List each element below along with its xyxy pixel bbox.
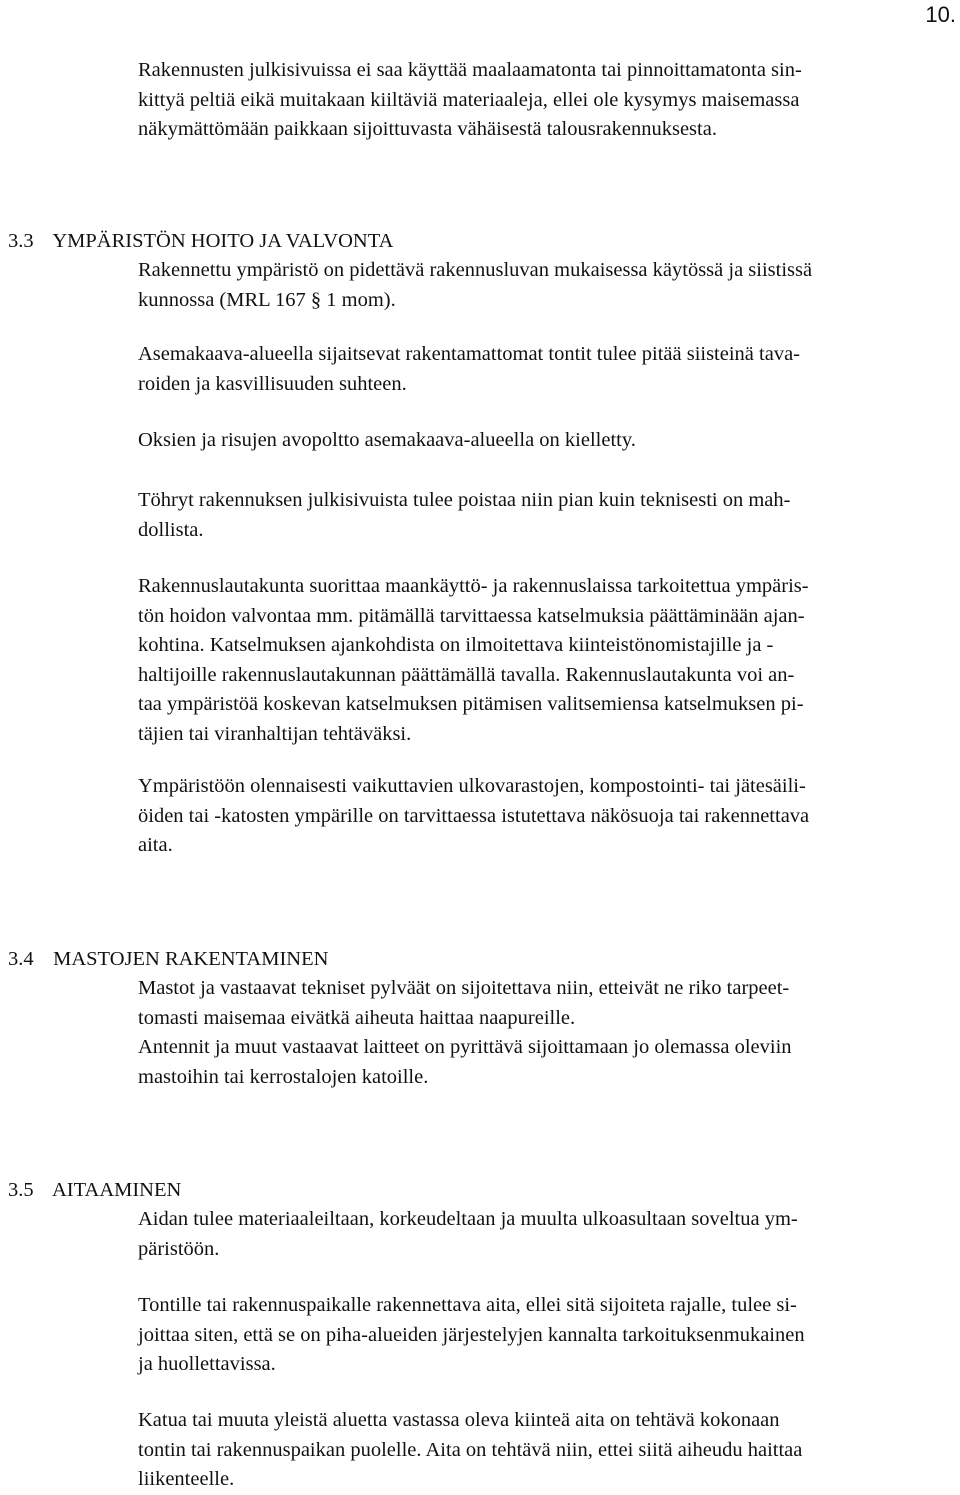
text-line: Ympäristöön olennaisesti vaikuttavien ulkovarastojen, kompostointi- tai jätesäili- bbox=[138, 775, 806, 797]
section-3-5-paragraph-2 bbox=[138, 1291, 805, 1380]
text-line: Rakennusten julkisivuissa ei saa käyttää maalaamatonta tai pinnoittamatonta sin- bbox=[138, 59, 802, 81]
text-line: öiden tai -katosten ympärille on tarvittaessa istutettava näkösuoja tai rakennettava bbox=[138, 804, 810, 827]
section-number: 3.5 bbox=[8, 1179, 34, 1201]
section-number: 3.3 bbox=[8, 230, 34, 252]
text-line: tontin tai rakennuspaikan puolelle. Aita on tehtävä niin, ettei siitä aiheudu haittaa bbox=[138, 1438, 803, 1461]
text-line: mastoihin tai kerrostalojen katoille. bbox=[138, 1065, 429, 1088]
section-3-3-paragraph-5 bbox=[138, 572, 809, 749]
text-line: Aidan tulee materiaaleiltaan, korkeudeltaan ja muulta ulkoasultaan soveltua ym- bbox=[138, 1208, 798, 1230]
text-line: ja huollettavissa. bbox=[138, 1353, 276, 1375]
text-line: tön hoidon valvontaa mm. pitämällä tarvittaessa katselmuksia päättäminään ajan- bbox=[138, 604, 805, 627]
text-line: Asemakaava-alueella sijaitsevat rakentamattomat tontit tulee pitää siisteinä tava- bbox=[138, 343, 800, 365]
text-line: tomasti maisemaa eivätkä aiheuta haittaa naapureille. bbox=[138, 1006, 576, 1029]
section-3-4-paragraph bbox=[138, 974, 792, 1092]
text-line: Mastot ja vastaavat tekniset pylväät on sijoitettava niin, etteivät ne riko tarpeet- bbox=[138, 977, 790, 999]
section-title: MASTOJEN RAKENTAMINEN bbox=[53, 948, 329, 970]
text-line: kohtina. Katselmuksen ajankohdista on ilmoitettava kiinteistönomistajille ja - bbox=[138, 634, 774, 656]
text-line: Tontille tai rakennuspaikalle rakennettava aita, ellei sitä sijoiteta rajalle, tulee si- bbox=[138, 1294, 797, 1316]
section-3-3-paragraph-3 bbox=[138, 426, 636, 456]
section-3-5-paragraph-3 bbox=[138, 1406, 802, 1495]
text-line: dollista. bbox=[138, 518, 204, 541]
text-line: Katua tai muuta yleistä aluetta vastassa oleva kiinteä aita on tehtävä kokonaan bbox=[138, 1409, 780, 1431]
text-line: liikenteelle. bbox=[138, 1468, 235, 1490]
text-line: päristöön. bbox=[138, 1237, 220, 1260]
section-3-5-heading bbox=[8, 1176, 181, 1206]
text-line: kittyä peltiä eikä muitakaan kiiltäviä materiaaleja, ellei ole kysymys maisemassa bbox=[138, 88, 800, 111]
section-3-3-paragraph-6 bbox=[138, 772, 809, 861]
text-line: kunnossa (MRL 167 § 1 mom). bbox=[138, 288, 396, 311]
text-line: Antennit ja muut vastaavat laitteet on pyrittävä sijoittamaan jo olemassa oleviin bbox=[138, 1036, 792, 1058]
section-3-3-paragraph-2 bbox=[138, 340, 800, 399]
text-line: täjien tai viranhaltijan tehtäväksi. bbox=[138, 722, 412, 745]
text-line: roiden ja kasvillisuuden suhteen. bbox=[138, 372, 407, 395]
text-line: haltijoille rakennuslautakunnan päättämällä tavalla. Rakennuslautakunta voi an- bbox=[138, 663, 795, 686]
section-3-3-paragraph-1 bbox=[138, 256, 812, 315]
text-line: näkymättömään paikkaan sijoittuvasta vähäisestä talousrakennuksesta. bbox=[138, 118, 717, 140]
text-line: Töhryt rakennuksen julkisivuista tulee poistaa niin pian kuin teknisesti on mah- bbox=[138, 489, 791, 511]
text-line: Oksien ja risujen avopoltto asemakaava-alueella on kielletty. bbox=[138, 429, 636, 451]
intro-paragraph bbox=[138, 56, 802, 145]
section-3-3-heading bbox=[8, 227, 393, 257]
text-line: Rakennuslautakunta suorittaa maankäyttö- ja rakennuslaissa tarkoitettua ympäris- bbox=[138, 575, 809, 597]
section-3-5-paragraph-1 bbox=[138, 1205, 798, 1264]
section-title: AITAAMINEN bbox=[52, 1179, 182, 1201]
section-number: 3.4 bbox=[8, 948, 34, 970]
section-title: YMPÄRISTÖN HOITO JA VALVONTA bbox=[52, 230, 394, 252]
text-line: Rakennettu ympäristö on pidettävä rakennusluvan mukaisessa käytössä ja siistissä bbox=[138, 259, 813, 281]
section-3-4-heading bbox=[8, 945, 328, 975]
text-line: taa ympäristöä koskevan katselmuksen pitämisen valitsemiensa katselmuksen pi- bbox=[138, 693, 804, 715]
text-line: joittaa siten, että se on piha-alueiden järjestelyjen kannalta tarkoituksenmukainen bbox=[138, 1323, 805, 1346]
page-number: 10. bbox=[925, 2, 956, 27]
text-line: aita. bbox=[138, 834, 173, 856]
section-3-3-paragraph-4 bbox=[138, 486, 790, 545]
